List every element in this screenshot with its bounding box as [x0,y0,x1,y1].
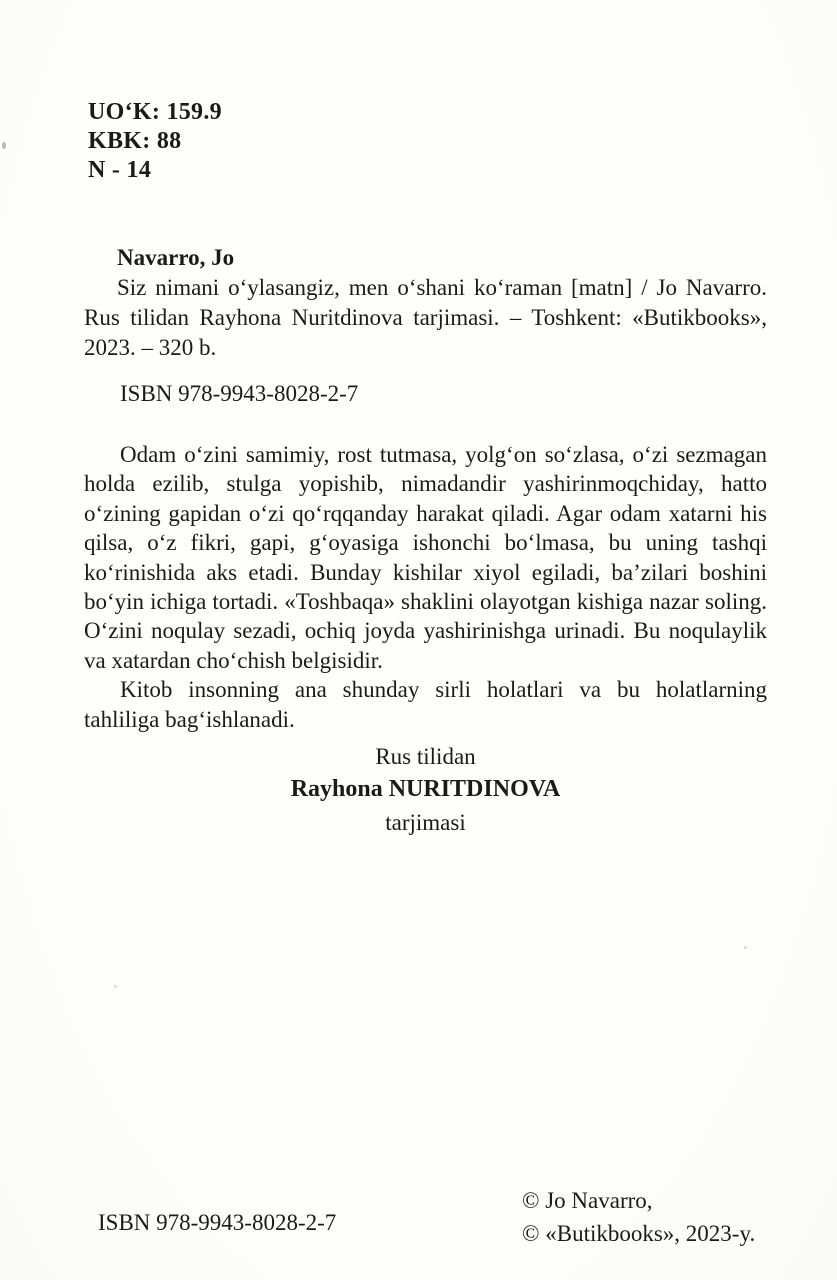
catalog-description: Siz nimani o‘ylasangiz, men o‘shani ko‘raman [matn] / Jo Navarro. Rus tilidan Rayhona Nuritdinova tarjimasi. – Toshkent: «Butikbooks», 2023. – 320 b. [84,275,767,360]
scan-speck [2,142,6,149]
catalog-entry-block [84,243,767,363]
translator-name: Rayhona NURITDINOVA [290,776,561,802]
classification-block [88,98,222,185]
translator-block [84,740,767,839]
translator-intro: Rus tilidan [375,744,476,769]
isbn-line: ISBN 978-9943-8028-2-7 [120,381,359,406]
annotation-paragraph-1: Odam o‘zini samimiy, rost tutmasa, yolg‘on so‘zlasa, o‘zi sezmagan holda ezilib, stulga yopishib, nimadandir yashirinmoqchiday, hatto o‘zining gapidan o‘zi qo‘rqqanday harakat qiladi. Agar odam xatarni his qilsa, o‘z fikri, gapi, g‘oyasiga ishonchi bo‘lmasa, bu uning tashqi ko‘rinishida aks etadi. Bunday kishilar xiyol egiladi, ba’zilari boshini bo‘yin ichiga tortadi. «Toshbaqa» shaklini olayotgan kishiga nazar soling. O‘zini noqulay sezadi, ochiq joyda yashirinishga urinadi. Bu noqulaylik va xatardan cho‘chish belgisidir. [84,442,767,673]
copyright-block [522,1184,755,1250]
translator-role: tarjimasi [385,810,466,835]
annotation-block [84,440,767,734]
catalog-author: Navarro, Jo [117,245,235,270]
author-sign-code: N - 14 [88,157,152,183]
scan-speck [114,985,117,988]
footer-isbn: ISBN 978-9943-8028-2-7 [98,1210,337,1235]
annotation-paragraph-2: Kitob insonning ana shunday sirli holatlari va bu holatlarning tahliliga bag‘ishlanadi. [84,677,767,732]
copyright-publisher: © «Butikbooks», 2023-y. [522,1221,756,1246]
copyright-author: © Jo Navarro, [522,1188,653,1213]
scan-speck [744,946,747,949]
udk-code: UO‘K: 159.9 [88,99,222,125]
bbk-code: KBK: 88 [88,128,182,154]
